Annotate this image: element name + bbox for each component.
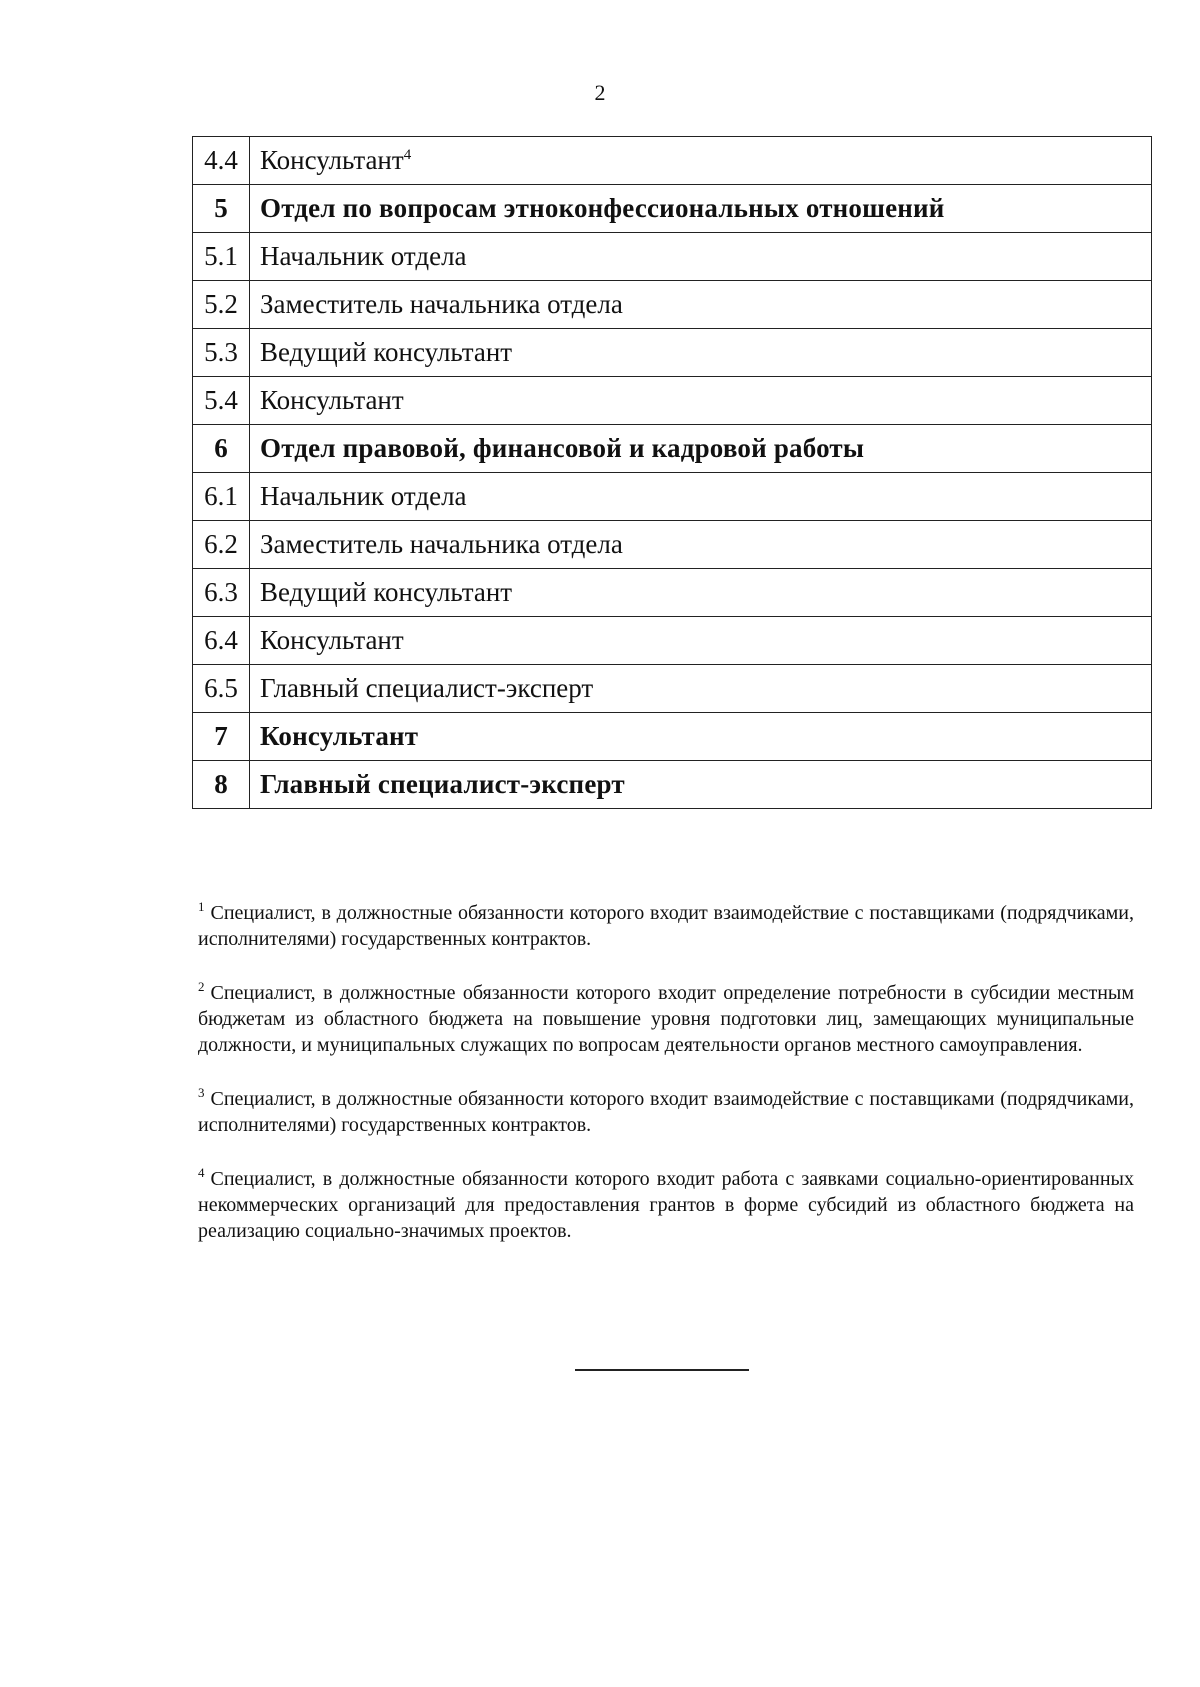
position-name bbox=[250, 281, 1152, 329]
row-number: 6 bbox=[193, 425, 250, 473]
row-number: 7 bbox=[193, 713, 250, 761]
row-number: 6.2 bbox=[193, 521, 250, 569]
position-name bbox=[250, 425, 1152, 473]
table-row bbox=[193, 713, 1152, 761]
table-row bbox=[193, 521, 1152, 569]
positions-table-body bbox=[193, 137, 1152, 809]
position-name bbox=[250, 665, 1152, 713]
position-name-text: Консультант bbox=[260, 720, 419, 751]
position-name bbox=[250, 617, 1152, 665]
table-row bbox=[193, 761, 1152, 809]
position-name-text: Отдел по вопросам этноконфессиональных отношений bbox=[260, 192, 945, 223]
table-row bbox=[193, 473, 1152, 521]
footnote bbox=[198, 900, 1134, 952]
position-name-text: Ведущий консультант bbox=[260, 576, 513, 607]
position-name-text: Консультант bbox=[260, 384, 404, 415]
row-number: 4.4 bbox=[193, 137, 250, 185]
position-name bbox=[250, 233, 1152, 281]
position-name bbox=[250, 329, 1152, 377]
table-row bbox=[193, 185, 1152, 233]
footnote-text: Специалист, в должностные обязанности которого входит определение потребности в субсидии местным бюджетам из областного бюджета на повышение уровня подготовки лиц, замещающих муниципальные должности, и муниципальных служащих по вопросам деятельности органов местного самоуправления. bbox=[198, 982, 1134, 1056]
row-number: 5.4 bbox=[193, 377, 250, 425]
row-number: 5.1 bbox=[193, 233, 250, 281]
position-name bbox=[250, 137, 1152, 185]
page-number: 2 bbox=[594, 80, 606, 105]
footnote-mark: 1 bbox=[198, 899, 205, 915]
position-name bbox=[250, 761, 1152, 809]
footnote-mark: 2 bbox=[198, 979, 205, 995]
table-row bbox=[193, 425, 1152, 473]
position-name-text: Главный специалист-эксперт bbox=[260, 672, 594, 703]
row-number: 5.3 bbox=[193, 329, 250, 377]
table-row bbox=[193, 569, 1152, 617]
footnote-mark: 4 bbox=[198, 1165, 205, 1181]
footnote bbox=[198, 1166, 1134, 1244]
position-name bbox=[250, 713, 1152, 761]
row-number: 5 bbox=[193, 185, 250, 233]
position-name-text: Заместитель начальника отдела bbox=[260, 288, 623, 319]
position-name bbox=[250, 185, 1152, 233]
footnote-text: Специалист, в должностные обязанности которого входит взаимодействие с поставщиками (подрядчиками, исполнителями) государственных контрактов. bbox=[198, 1088, 1134, 1136]
row-number: 6.3 bbox=[193, 569, 250, 617]
table-row bbox=[193, 233, 1152, 281]
position-name-text: Начальник отдела bbox=[260, 480, 467, 511]
table-row bbox=[193, 617, 1152, 665]
row-number: 6.1 bbox=[193, 473, 250, 521]
position-name bbox=[250, 569, 1152, 617]
position-name bbox=[250, 377, 1152, 425]
position-name-text: Главный специалист-эксперт bbox=[260, 768, 625, 799]
footnote-text: Специалист, в должностные обязанности которого входит взаимодействие с поставщиками (подрядчиками, исполнителями) государственных контрактов. bbox=[198, 902, 1134, 950]
table-row bbox=[193, 137, 1152, 185]
position-name-text: Консультант bbox=[260, 624, 404, 655]
footnote-text: Специалист, в должностные обязанности которого входит работа с заявками социально-ориентированных некоммерческих организаций для предоставления грантов в форме субсидий из областного бюджета на реализацию социально-значимых проектов. bbox=[198, 1168, 1134, 1242]
position-name-text: Заместитель начальника отдела bbox=[260, 528, 623, 559]
position-name bbox=[250, 521, 1152, 569]
footnote-reference: 4 bbox=[403, 146, 412, 163]
positions-table bbox=[192, 136, 1152, 809]
footnote bbox=[198, 1086, 1134, 1138]
end-rule-divider bbox=[575, 1369, 749, 1371]
row-number: 6.5 bbox=[193, 665, 250, 713]
row-number: 5.2 bbox=[193, 281, 250, 329]
row-number: 8 bbox=[193, 761, 250, 809]
footnote bbox=[198, 980, 1134, 1058]
position-name bbox=[250, 473, 1152, 521]
position-name-text: Ведущий консультант bbox=[260, 336, 513, 367]
footnotes-section bbox=[198, 900, 1134, 1272]
table-row bbox=[193, 329, 1152, 377]
table-row bbox=[193, 377, 1152, 425]
table-row bbox=[193, 665, 1152, 713]
footnote-mark: 3 bbox=[198, 1085, 205, 1101]
position-name-text: Начальник отдела bbox=[260, 240, 467, 271]
table-row bbox=[193, 281, 1152, 329]
position-name-text: Отдел правовой, финансовой и кадровой работы bbox=[260, 432, 865, 463]
position-name-text: Консультант bbox=[260, 144, 404, 175]
row-number: 6.4 bbox=[193, 617, 250, 665]
